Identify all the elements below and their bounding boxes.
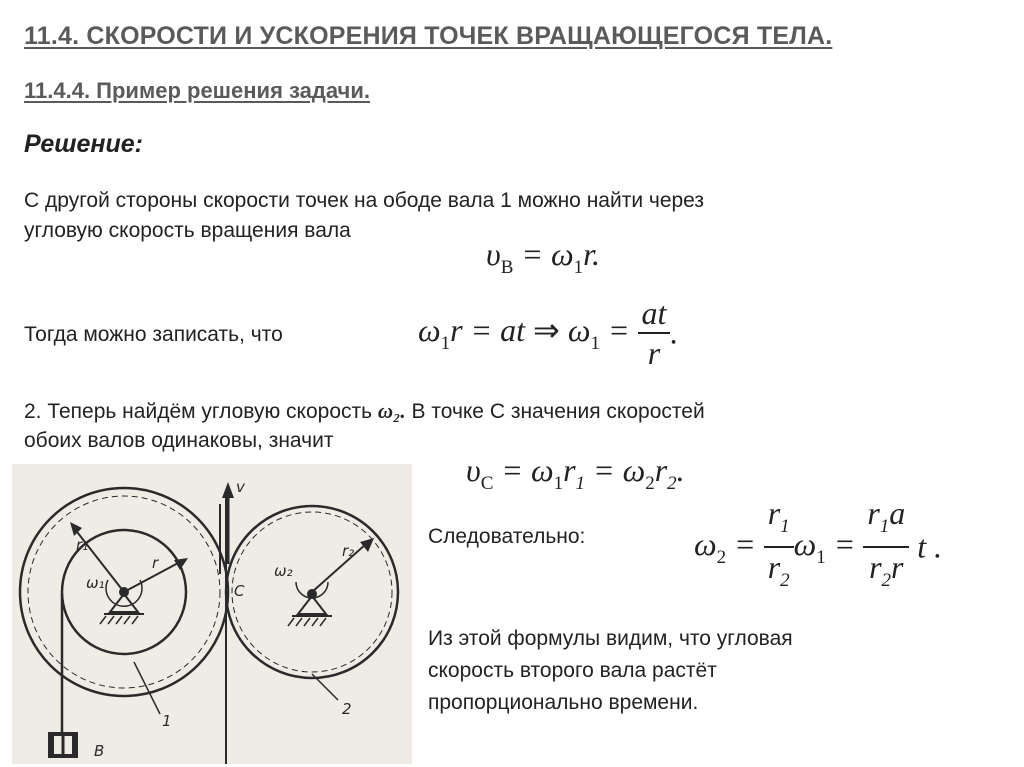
weight-b: [48, 732, 78, 758]
page-title: 11.4. СКОРОСТИ И УСКОРЕНИЯ ТОЧЕК ВРАЩАЮЩЕГОСЯ ТЕЛА.: [24, 22, 833, 50]
label-r2: r₂: [342, 542, 355, 560]
label-v: v: [236, 478, 245, 496]
paragraph-3-line-1: 2. Теперь найдём угловую скорость ω₂. В точке С значения скоростей: [24, 399, 705, 423]
label-c: C: [234, 582, 245, 600]
formula-vc: $\upsilon_C = \omega_1r_1 = \omega_2r_2$.: [466, 452, 685, 494]
omega2-symbol: ω₂.: [377, 399, 406, 423]
label-r: r: [152, 554, 159, 572]
paragraph-2: Тогда можно записать, что: [24, 323, 283, 346]
label-1: 1: [162, 712, 172, 730]
paragraph-4: Следовательно:: [428, 525, 586, 548]
paragraph-5-line-3: пропорционально времени.: [428, 691, 699, 714]
page-subtitle: 11.4.4. Пример решения задачи.: [24, 78, 370, 103]
formula-omega2: $\omega_2$ = $\frac{r_1}{r_2}$ $\omega_1$ = $\frac{r_1a}{r_2r}$ t .: [694, 495, 943, 591]
paragraph-5-line-2: скорость второго вала растёт: [428, 659, 717, 682]
paragraph-1-line-2: угловую скорость вращения вала: [24, 219, 351, 242]
paragraph-3-line-2: обоих валов одинаковы, значит: [24, 429, 334, 452]
paragraph-5-line-1: Из этой формулы видим, что угловая: [428, 627, 793, 650]
solution-heading: Решение:: [24, 130, 143, 158]
label-omega1: ω₁: [86, 574, 105, 592]
label-b: B: [94, 742, 105, 760]
formula-vb: $\upsilon_B = \omega_1r$.: [486, 236, 600, 278]
paragraph-1-line-1: С другой стороны скорости точек на ободе вала 1 можно найти через: [24, 189, 705, 212]
label-2: 2: [342, 700, 352, 718]
label-omega2: ω₂: [274, 562, 293, 580]
label-r1: r₁: [76, 536, 89, 554]
mechanism-figure: [12, 464, 412, 764]
formula-omega1: $\omega_1r$ = at ⇒ $\omega_1$ = $\frac{at}{r}$ .: [418, 295, 679, 371]
